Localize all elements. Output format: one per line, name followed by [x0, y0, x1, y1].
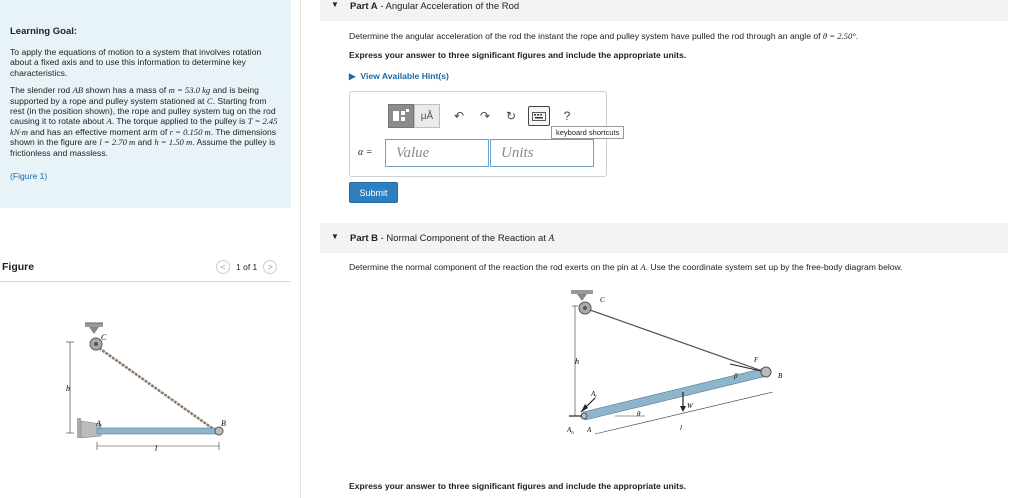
figure-label-theta: θ [637, 410, 641, 418]
part-b-instruction: Express your answer to three significant figures and include the appropriate units. [349, 481, 687, 491]
alpha-label: α = [358, 147, 373, 158]
part-b-header[interactable] [320, 223, 1008, 253]
keyboard-shortcuts-tooltip: keyboard shortcuts [551, 126, 624, 139]
learning-goal-panel [0, 0, 291, 208]
answer-toolbar [388, 104, 578, 128]
figure-pagination [216, 260, 277, 274]
units-button[interactable]: μÅ [414, 104, 440, 128]
part-a-instruction: Express your answer to three significant figures and include the appropriate units. [349, 50, 687, 60]
figure-label: Figure [2, 261, 35, 273]
figure-label-c: C [101, 333, 107, 342]
undo-icon[interactable]: ↶ [453, 109, 465, 123]
collapse-triangle-icon: ▼ [331, 232, 339, 241]
problem-statement: The slender rod AB shown has a mass of m = 53.0 kg and is being supported by a rope and pulley system stationed at C. Starting from rest (in the position shown), the rope and pulley system tug on the rod causing it to rotate about A. The torque applied to the pulley is T = 2.45 kN·m and has an effective moment arm of r = 0.150 m. The dimensions shown in the figure are l = 2.70 m and h = 1.50 m. Assume the pulley is frictionless and massless. [10, 85, 278, 158]
chevron-right-icon[interactable]: > [263, 260, 277, 274]
help-icon[interactable]: ? [563, 109, 571, 123]
figure-label-c: C [600, 296, 605, 304]
figure-label-f: F [754, 356, 759, 364]
chevron-left-icon[interactable]: < [216, 260, 230, 274]
figure-page-indicator: 1 of 1 [236, 262, 258, 272]
keyboard-icon[interactable] [528, 106, 550, 126]
figure-label-beta: β [734, 372, 738, 380]
part-a-question: Determine the angular acceleration of the rod the instant the rope and pulley system have pulled the rod through an angle of θ = 2.50°. [349, 31, 859, 41]
figure-label-an: $A_n$ [567, 426, 574, 436]
part-a-header[interactable] [320, 0, 1008, 21]
ceiling-mount [85, 323, 103, 327]
rod-ab [583, 368, 767, 420]
redo-icon[interactable]: ↷ [479, 109, 491, 123]
collapse-triangle-icon: ▼ [331, 0, 339, 9]
figure-1-link[interactable]: (Figure 1) [10, 171, 48, 182]
figure-label-l: l [680, 424, 682, 432]
figure-label-l: l [155, 444, 158, 453]
rod-pulley-figure [55, 318, 235, 453]
figure-label-a: A [587, 426, 592, 434]
answer-box [349, 91, 620, 177]
part-b-question: Determine the normal component of the reaction the rod exerts on the pin at A. Use the coordinate system set up by the free-body diagram below. [349, 262, 903, 272]
part-b-title: Part B - Normal Component of the Reaction at A [350, 233, 555, 244]
submit-button[interactable]: Submit [349, 182, 398, 203]
panel-divider [300, 0, 301, 498]
figure-header [0, 258, 291, 282]
reset-icon[interactable]: ↻ [505, 109, 517, 123]
figure-label-a: A [96, 419, 101, 428]
free-body-diagram [555, 284, 795, 444]
figure-label-h: h [575, 357, 579, 366]
figure-label-b: B [778, 372, 783, 380]
figure-label-w: W [687, 402, 693, 410]
units-input[interactable]: Units [490, 139, 594, 167]
rope [99, 348, 219, 433]
figure-label-at: $A_t$ [591, 390, 597, 400]
figure-label-h: h [66, 384, 70, 393]
rod-ab [97, 428, 221, 434]
view-hints-link[interactable]: ▶ View Available Hint(s) [349, 71, 449, 81]
part-a-title: Part A - Angular Acceleration of the Rod [350, 1, 520, 12]
rope [590, 310, 765, 372]
value-input[interactable]: Value [385, 139, 489, 167]
figure-label-b: B [221, 419, 226, 428]
templates-icon[interactable] [388, 104, 414, 128]
learning-goal-title: Learning Goal: [10, 26, 78, 37]
learning-goal-text: To apply the equations of motion to a system that involves rotation about a fixed axis and to use this information to determine key characteristics. [10, 47, 262, 78]
